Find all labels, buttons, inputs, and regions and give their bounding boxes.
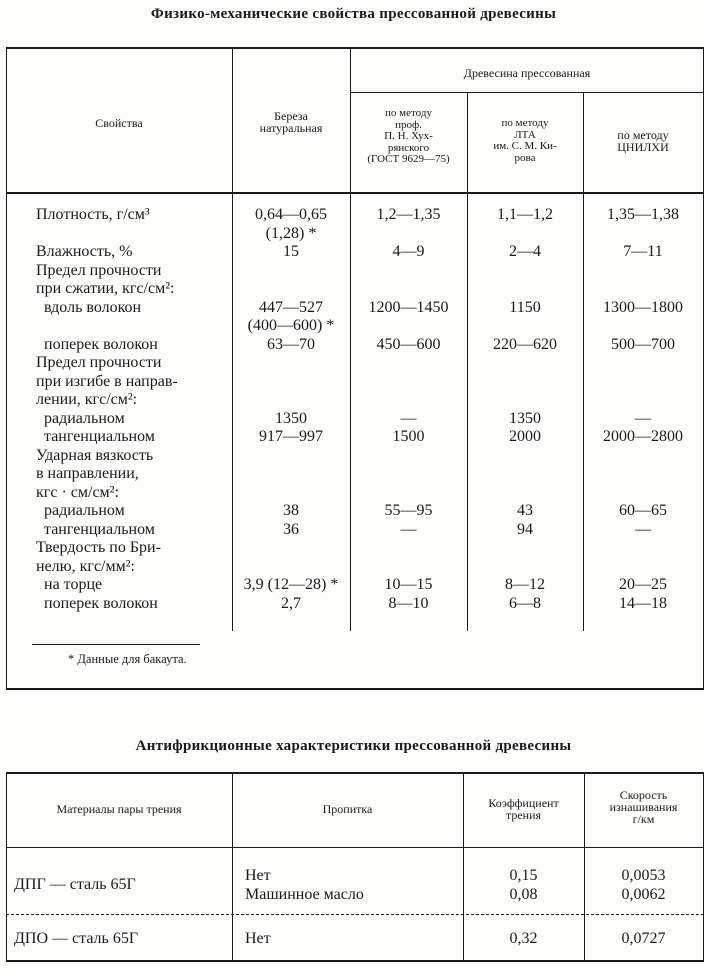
- table2-bottom-border: [6, 960, 704, 962]
- property-label: радиальном: [44, 502, 125, 519]
- value-cell-birch: 15: [283, 243, 299, 260]
- value-cell-birch: 63—70: [267, 335, 315, 353]
- impregnation-line: Нет: [245, 867, 271, 884]
- value-cell-birch: 1350: [275, 409, 307, 427]
- header-method1-line: (ГОСТ 9629—75): [367, 153, 450, 165]
- value-cell-m2: 2—4: [509, 243, 541, 260]
- value-cell-birch: 0,64—0,65: [255, 206, 327, 223]
- header-pressed: Древесина прессованная: [463, 66, 591, 80]
- value-cell-m2: 220—620: [493, 335, 557, 353]
- property-label: на торце: [44, 576, 103, 593]
- property-label: Твердость по Бри-: [36, 539, 161, 556]
- value-cell-m2: 43: [517, 502, 533, 519]
- value-cell-m3: —: [635, 520, 651, 538]
- value-cell-m3: 1,35—1,38: [607, 206, 679, 223]
- property-label: Предел прочности: [36, 261, 162, 279]
- value-cell-m3: 20—25: [619, 576, 667, 593]
- value-cell-m3: 2000—2800: [603, 428, 683, 445]
- value-cell-birch: 36: [283, 520, 299, 538]
- value-cell-m3: 1300—1800: [603, 298, 683, 316]
- impregnation-cell: Нет: [245, 930, 271, 947]
- value-cell-m2: 1150: [509, 298, 541, 316]
- table1-title: Физико-механические свойства прессованной древесины: [150, 6, 557, 22]
- footnote-rule: [32, 644, 200, 645]
- table2-header-border: [6, 847, 704, 848]
- value-cell-birch: 38: [283, 502, 299, 519]
- property-label: Плотность, г/см³: [36, 206, 150, 223]
- table2-left-border: [6, 772, 7, 960]
- property-label: лении, кгс/см²:: [36, 391, 138, 408]
- property-label: Влажность, %: [36, 243, 133, 260]
- header-method1-line: по методу: [385, 107, 432, 119]
- wear-cell: 0,0727: [621, 930, 666, 947]
- property-label: Ударная вязкость: [36, 446, 154, 464]
- header-method1-line: П. Н. Хух-: [384, 130, 433, 142]
- table2-col-divider: [232, 772, 233, 960]
- value-cell-m3: —: [635, 409, 651, 427]
- header-method1-line: проф.: [395, 118, 422, 131]
- property-label: тангенциальном: [44, 520, 155, 538]
- pair-cell: ДПО — сталь 65Г: [14, 930, 139, 947]
- header-birch-line: натуральная: [259, 121, 323, 135]
- coef-cell: [463, 866, 584, 904]
- value-cell-m1: 450—600: [376, 335, 441, 353]
- value-cell-m3: 14—18: [619, 594, 667, 612]
- value-cell-m1: 1500: [392, 428, 425, 445]
- value-cell-birch: 917—997: [259, 428, 323, 445]
- property-label: тангенциальном: [44, 428, 155, 445]
- table2-right-border: [703, 772, 704, 960]
- value-cell-m1: 1200—1450: [368, 298, 449, 316]
- value-cell-m2: 1,1—1,2: [497, 206, 553, 223]
- header-method3: [583, 129, 703, 153]
- header-coef: [463, 797, 584, 821]
- property-label: при сжатии, кгс/см²:: [36, 280, 175, 297]
- wear-line: 0,0053: [621, 867, 666, 884]
- property-label: нелю, кгс/мм²:: [36, 557, 135, 575]
- header-impregnation: Пропитка: [322, 802, 373, 816]
- value-cell-m1: 55—95: [384, 502, 433, 519]
- header-method3-line: ЦНИЛХИ: [617, 140, 669, 154]
- impregnation-line: Машинное масло: [245, 886, 364, 903]
- table1-header-border: [6, 192, 704, 194]
- table2-row-divider: [6, 914, 704, 915]
- property-label: в направлении,: [36, 465, 139, 482]
- impregnation-cell: [245, 866, 364, 904]
- header-method1: [350, 108, 467, 166]
- value-cell-m1: —: [400, 409, 417, 427]
- property-label: при изгибе в направ-: [36, 372, 178, 390]
- value-cell-m2: 6—8: [509, 594, 541, 612]
- value-cell-m1: 4—9: [392, 243, 425, 260]
- value-cell-m2: 94: [517, 520, 533, 538]
- table2-title: Антифрикционные характеристики прессованной древесины: [135, 738, 572, 754]
- header-birch: [232, 110, 350, 134]
- value-cell-birch: 2,7: [281, 594, 301, 612]
- value-cell-m1: 8—10: [388, 594, 429, 612]
- header-wear-line: г/км: [632, 812, 655, 826]
- value-cell-m1: —: [400, 520, 417, 538]
- header-method1-line: рянского: [387, 141, 430, 154]
- header-coef-line: трения: [505, 808, 542, 822]
- header-method2-line: им. С. М. Ки-: [493, 140, 557, 152]
- wear-line: 0,0062: [621, 886, 666, 903]
- table1-left-border: [6, 47, 7, 688]
- table1-col-divider: [467, 92, 468, 631]
- value-cell-m3: 7—11: [623, 243, 663, 260]
- value-cell-birch: (400—600) *: [247, 317, 335, 334]
- header-wear: [584, 789, 703, 825]
- coef-line: 0,15: [509, 867, 538, 884]
- value-cell-m1: 10—15: [384, 576, 433, 593]
- value-cell-birch: 447—527: [259, 298, 323, 316]
- pair-cell: ДПГ — сталь 65Г: [14, 876, 136, 893]
- table1-subheader-border: [350, 92, 704, 93]
- header-properties: Свойства: [95, 116, 143, 130]
- value-cell-birch: (1,28) *: [265, 224, 317, 242]
- header-method2-line: ЛТА: [514, 128, 536, 141]
- table1-top-border: [6, 47, 704, 49]
- property-label: кгс · см/см²:: [36, 483, 119, 501]
- header-birch-line: Береза: [274, 109, 308, 123]
- property-label: поперек волокон: [44, 594, 158, 612]
- value-cell-m2: 2000: [509, 428, 541, 445]
- value-cell-m3: 60—65: [619, 502, 667, 519]
- value-cell-m3: 500—700: [611, 335, 675, 353]
- property-label: радиальном: [44, 409, 125, 427]
- footnote: * Данные для бакаута.: [68, 652, 187, 666]
- header-coef-line: Коэффициент: [488, 796, 559, 810]
- coef-line: 0,08: [509, 886, 538, 903]
- property-label: поперек волокон: [44, 335, 158, 353]
- property-label: Предел прочности: [36, 354, 162, 371]
- table2-top-border: [6, 772, 704, 774]
- value-cell-m1: 1,2—1,35: [376, 206, 441, 223]
- property-label: вдоль волокон: [44, 298, 142, 316]
- coef-cell: 0,32: [509, 930, 538, 947]
- value-cell-m2: 8—12: [505, 576, 545, 593]
- header-method2: [467, 118, 583, 164]
- value-cell-m2: 1350: [509, 409, 541, 427]
- value-cell-birch: 3,9 (12—28) *: [243, 576, 339, 593]
- header-wear-line: Скорость: [619, 788, 668, 802]
- header-method2-line: рова: [514, 151, 536, 164]
- table1-right-border: [703, 47, 704, 688]
- header-wear-line: изнашивания: [609, 800, 678, 814]
- wear-cell: [584, 866, 703, 904]
- header-pair: Материалы пары трения: [56, 802, 182, 816]
- table1-col-divider: [583, 92, 584, 631]
- header-method2-line: по методу: [501, 117, 549, 129]
- table1-bottom-border: [6, 688, 704, 690]
- header-method3-line: по методу: [617, 128, 669, 142]
